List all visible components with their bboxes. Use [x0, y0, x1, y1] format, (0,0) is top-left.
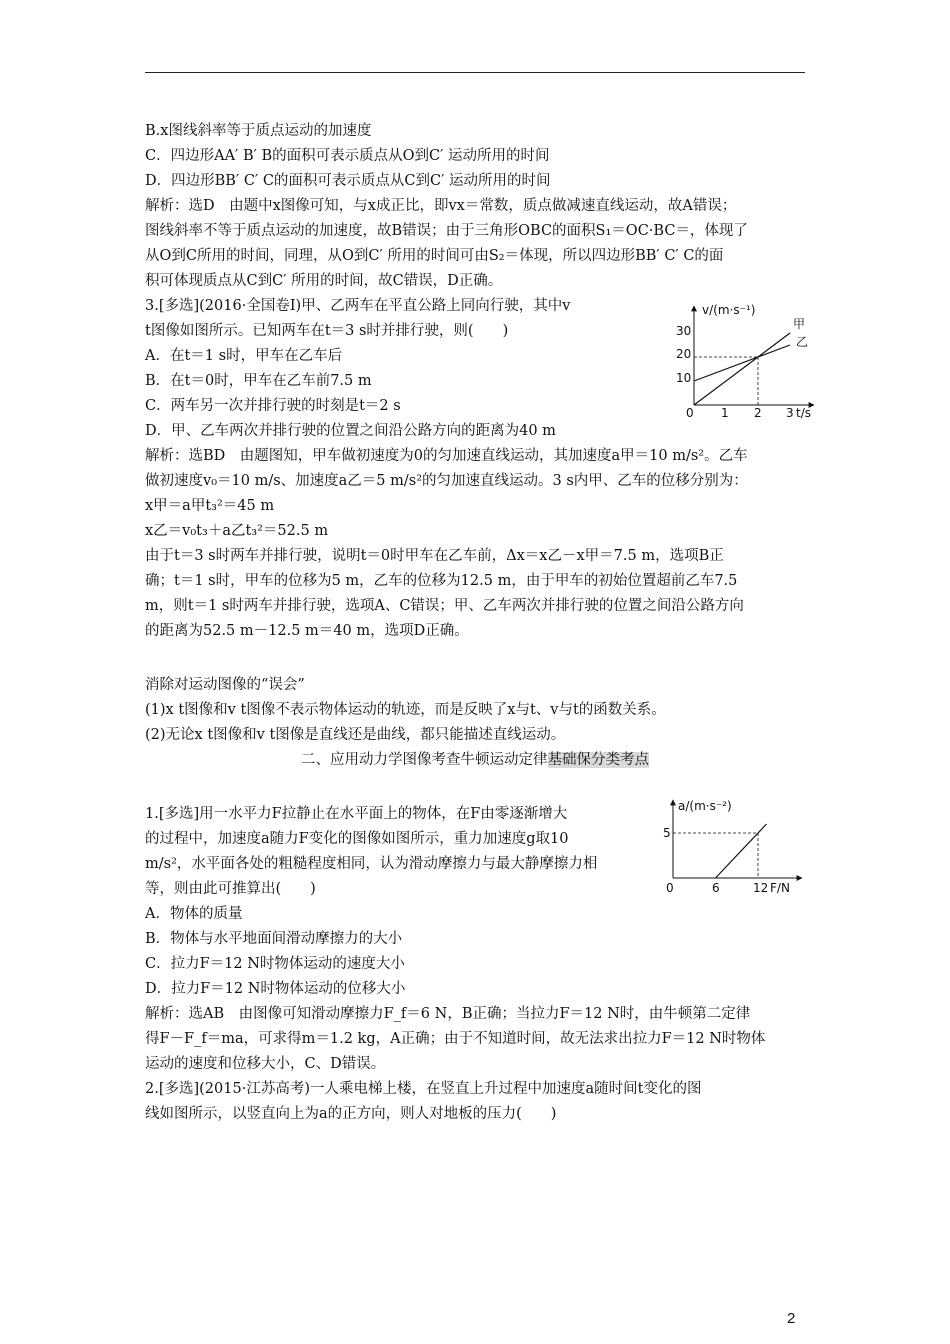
- x-tick-2: 2: [754, 406, 762, 420]
- text-line: D．四边形BB′ C′ C的面积可表示质点从C到C′ 运动所用的时间: [145, 173, 551, 189]
- origin-label: 0: [666, 881, 674, 895]
- text-line: x乙＝v₀t₃＋a乙t₃²＝52.5 m: [145, 523, 329, 539]
- text-line: 由于t＝3 s时两车并排行驶，说明t＝0时甲车在乙车前，Δx＝x乙－x甲＝7.5 m，选项B正: [145, 548, 724, 564]
- x-axis-label: F/N: [770, 881, 790, 895]
- text-line: 积可体现质点从C到C′ 所用的时间，故C错误，D正确。: [145, 273, 503, 289]
- text-line: 解析：选AB 由图像可知滑动摩擦力F_f＝6 N，B正确；当拉力F＝12 N时，由牛顿第二定律: [145, 1006, 751, 1022]
- text-line: 2.[多选](2015·江苏高考)一人乘电梯上楼，在竖直上升过程中加速度a随时间t变化的图: [145, 1081, 702, 1097]
- text-line: B．物体与水平地面间滑动摩擦力的大小: [145, 931, 403, 947]
- series-line-aF: [716, 824, 767, 878]
- aF-chart: [660, 798, 820, 898]
- y-tick-5: 5: [663, 826, 671, 840]
- section-heading-text: 二、应用动力学图像考查牛顿运动定律: [301, 752, 548, 768]
- x-tick-12: 12: [753, 881, 769, 895]
- x-tick-1: 1: [721, 406, 729, 420]
- callout-title: 消除对运动图像的“误会”: [145, 677, 305, 693]
- text-line: C．拉力F＝12 N时物体运动的速度大小: [145, 956, 405, 972]
- x-tick-6: 6: [712, 881, 720, 895]
- text-line: 确；t＝1 s时，甲车的位移为5 m，乙车的位移为12.5 m，由于甲车的初始位置超前乙车7.5: [145, 573, 738, 589]
- y-axis-label: v/(m·s⁻¹): [702, 303, 756, 317]
- section-heading: [0, 748, 950, 772]
- y-tick-30: 30: [676, 324, 692, 338]
- y-tick-20: 20: [676, 347, 692, 361]
- text-line: C．四边形AA′ B′ B的面积可表示质点从O到C′ 运动所用的时间: [145, 148, 550, 164]
- text-line: 解析：选BD 由题图知，甲车做初速度为0的匀加速直线运动，其加速度a甲＝10 m/s²。乙车: [145, 448, 748, 464]
- text-line: 解析：选D 由题中x图像可知，与x成正比，即vx＝常数，质点做减速直线运动，故A错误；: [145, 198, 737, 214]
- text-line: 做初速度v₀＝10 m/s、加速度a乙＝5 m/s²的匀加速直线运动。3 s内甲、乙车的位移分别为：: [145, 473, 748, 489]
- text-line: x甲＝a甲t₃²＝45 m: [145, 498, 275, 514]
- text-line: C．两车另一次并排行驶的时刻是t＝2 s: [145, 398, 401, 414]
- series-line-jia: [694, 333, 790, 405]
- text-line: 3.[多选](2016·全国卷Ⅰ)甲、乙两车在平直公路上同向行驶，其中v: [145, 298, 571, 314]
- text-line: 线如图所示，以竖直向上为a的正方向，则人对地板的压力( ): [145, 1106, 557, 1122]
- text-line: 运动的速度和位移大小，C、D错误。: [145, 1056, 386, 1072]
- x-axis-label: t/s: [796, 406, 811, 420]
- section-heading-tag: 基础保分类考点: [547, 752, 649, 768]
- text-line: B．在t＝0时，甲车在乙车前7.5 m: [145, 373, 372, 389]
- text-line: 图线斜率不等于质点运动的加速度，故B错误；由于三角形OBC的面积S₁＝OC·BC＝，体现了: [145, 223, 748, 239]
- text-line: 得F－F_f＝ma，可求得m＝1.2 kg，A正确；由于不知道时间，故无法求出拉力F＝12 N时物体: [145, 1031, 766, 1047]
- text-line: 1.[多选]用一水平力F拉静止在水平面上的物体，在F由零逐渐增大: [145, 806, 568, 822]
- text-line: 从O到C所用的时间，同理，从O到C′ 所用的时间可由S₂＝体现，所以四边形BB′ C′ C的面: [145, 248, 724, 264]
- legend-jia: 甲: [793, 317, 806, 331]
- text-line: 的过程中，加速度a随力F变化的图像如图所示，重力加速度g取10: [145, 831, 569, 847]
- text-line: A．在t＝1 s时，甲车在乙车后: [145, 348, 343, 364]
- text-line: D．拉力F＝12 N时物体运动的位移大小: [145, 981, 406, 997]
- page-number: 2: [787, 1310, 796, 1327]
- text-line: D．甲、乙车两次并排行驶的位置之间沿公路方向的距离为40 m: [145, 423, 556, 439]
- legend-yi: 乙: [796, 335, 809, 349]
- text-line: B.x图线斜率等于质点运动的加速度: [145, 123, 372, 139]
- x-tick-3: 3: [786, 406, 794, 420]
- text-line: m，则t＝1 s时两车并排行驶，选项A、C错误；甲、乙车两次并排行驶的位置之间沿公路方向: [145, 598, 744, 614]
- y-axis-label: a/(m·s⁻²): [678, 799, 732, 813]
- text-line: m/s²，水平面各处的粗糙程度相同，认为滑动摩擦力与最大静摩擦力相: [145, 856, 598, 872]
- y-tick-10: 10: [676, 371, 692, 385]
- text-line: t图像如图所示。已知两车在t＝3 s时并排行驶，则( ): [145, 323, 509, 339]
- top-rule: [145, 72, 805, 73]
- origin-label: 0: [686, 406, 694, 420]
- text-line: A．物体的质量: [145, 906, 243, 922]
- text-line: 的距离为52.5 m－12.5 m＝40 m，选项D正确。: [145, 623, 469, 639]
- vt-chart: [672, 300, 822, 420]
- text-line: (2)无论x t图像和v t图像是直线还是曲线，都只能描述直线运动。: [145, 727, 566, 743]
- series-line-yi: [694, 345, 790, 381]
- text-line: 等，则由此可推算出( ): [145, 881, 316, 897]
- text-line: (1)x t图像和v t图像不表示物体运动的轨迹，而是反映了x与t、v与t的函数关系。: [145, 702, 666, 718]
